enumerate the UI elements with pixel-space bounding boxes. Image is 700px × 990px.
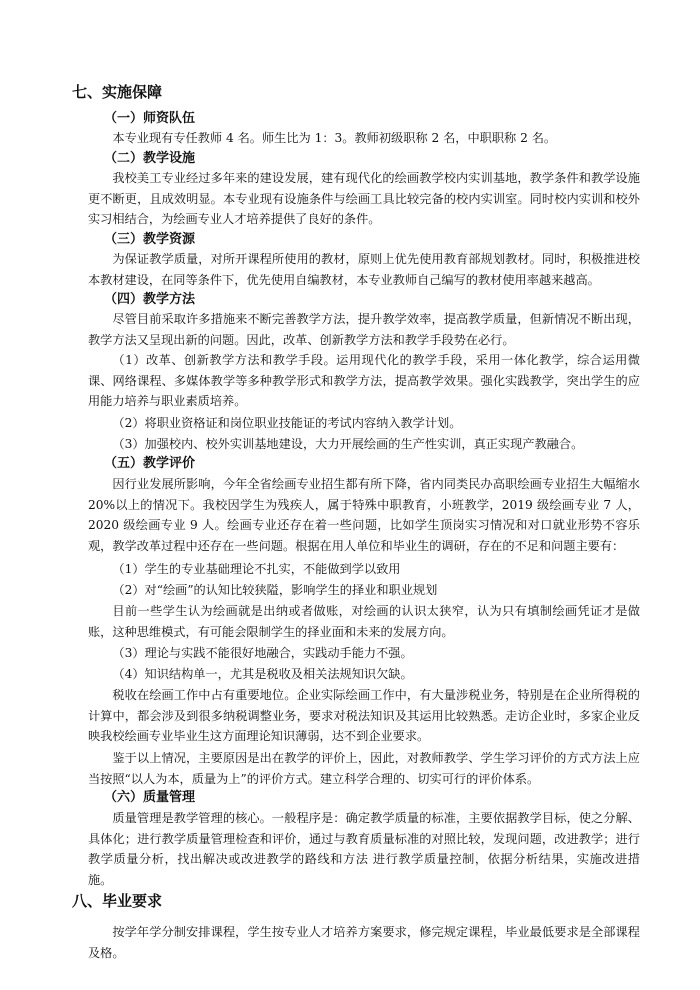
facilities-paragraph: 我校美工专业经过多年来的建设发展，建有现代化的绘画教学校内实训基地，教学条件和教学设施更不断更，且成效明显。本专业现有设施条件与绘画工具比较完备的校内实训室。同时校内实训和校外实习相结合，为绘画专业人才培养提供了良好的条件。 bbox=[88, 171, 640, 226]
faculty-paragraph: 本专业现有专任教师 4 名。师生比为 1：3。教师初级职称 2 名，中职职称 2 名。 bbox=[112, 131, 557, 145]
subsection-quality-heading: （六）质量管理 bbox=[104, 790, 196, 805]
evaluation-paragraph-item-3: （3）理论与实践不能很好地融合，实践动手能力不强。 bbox=[112, 646, 413, 660]
quality-paragraph: 质量管理是教学管理的核心。一般程序是：确定教学质量的标准，主要依据教学目标，使之分解、具体化；进行教学质量管理检查和评价，通过与教育质量标准的对照比较，发现问题，改进教学；进行教学质量分析，找出解决或改进教学的路线和方法 进行教学质量控制，依据分析结果，实施改进措施。 bbox=[88, 811, 640, 887]
subsection-resources-heading: （三）教学资源 bbox=[104, 232, 196, 247]
resources-paragraph: 为保证教学质量，对所开课程所使用的教材，原则上优先使用教育部规划教材。同时，积极推进校本教材建设，在同等条件下，优先使用自编教材，本专业教师自己编写的教材使用率越来越高。 bbox=[88, 252, 640, 287]
evaluation-paragraph-intro: 因行业发展所影响，今年全省绘画专业招生都有所下降，省内同类民办高职绘画专业招生大幅缩水 20%以上的情况下。我校因学生为残疾人，属于特殊中职教育，小班教学，2019 级绘画专业 7 人，2020 级绘画专业 9 人。绘画专业还存在着一些问题，比如学生顶岗实习情况和对口就业形势不容乐观，教学改革过程中还存在一些问题。根据在用人单位和毕业生的调研，存在的不足和问题主要有： bbox=[88, 477, 640, 553]
methods-paragraph-item-2: （2）将职业资格证和岗位职业技能证的考试内容纳入教学计划。 bbox=[112, 416, 462, 430]
methods-paragraph-intro: 尽管目前采取许多措施来不断完善教学方法，提升教学效率，提高教学质量，但新情况不断出现，教学方法又呈现出新的问题。因此，改革、创新教学方法和教学手段势在必行。 bbox=[88, 312, 640, 347]
evaluation-paragraph-item-2: （2）对“绘画”的认知比较狭隘，影响学生的择业和职业规划 bbox=[112, 583, 438, 597]
evaluation-paragraph-conclusion: 鉴于以上情况，主要原因是出在教学的评价上，因此，对教师教学、学生学习评价的方式方法上应当按照“以人为本，质量为上”的评价方式。建立科学合理的、切实可行的评价体系。 bbox=[88, 751, 640, 786]
section-8-heading: 八、毕业要求 bbox=[72, 892, 163, 910]
evaluation-paragraph-item-1: （1）学生的专业基础理论不扎实，不能做到学以致用 bbox=[112, 562, 401, 576]
subsection-facilities-heading: （二）教学设施 bbox=[104, 151, 196, 166]
methods-paragraph-item-3: （3）加强校内、校外实训基地建设，大力开展绘画的生产性实训，真正实现产教融合。 bbox=[112, 437, 584, 451]
evaluation-paragraph-item-4: （4）知识结构单一，尤其是税收及相关法规知识欠缺。 bbox=[112, 667, 413, 681]
subsection-evaluation-heading: （五）教学评价 bbox=[104, 456, 196, 471]
section-7-heading: 七、实施保障 bbox=[72, 83, 163, 101]
evaluation-paragraph-detail: 目前一些学生认为绘画就是出纳或者做账，对绘画的认识太狭窄，认为只有填制绘画凭证才是做账，这种思维模式，有可能会限制学生的择业面和未来的发展方向。 bbox=[88, 604, 640, 639]
methods-paragraph-item-1: （1）改革、创新教学方法和教学手段。运用现代化的教学手段，采用一体化教学，综合运用微课、网络课程、多媒体教学等多种教学形式和教学方法，提高教学效果。强化实践教学，突出学生的应用能力培养与职业素质培养。 bbox=[88, 353, 640, 408]
graduation-paragraph: 按学年学分制安排课程，学生按专业人才培养方案要求，修完规定课程，毕业最低要求是全部课程及格。 bbox=[88, 925, 640, 960]
subsection-faculty-heading: （一）师资队伍 bbox=[104, 111, 196, 126]
evaluation-paragraph-tax: 税收在绘画工作中占有重要地位。企业实际绘画工作中，有大量涉税业务，特别是在企业所得税的计算中，都会涉及到很多纳税调整业务，要求对税法知识及其运用比较熟悉。走访企业时，多家企业反映我校绘画专业毕业生这方面理论知识薄弱，达不到企业要求。 bbox=[88, 688, 640, 743]
subsection-methods-heading: （四）教学方法 bbox=[104, 292, 196, 307]
